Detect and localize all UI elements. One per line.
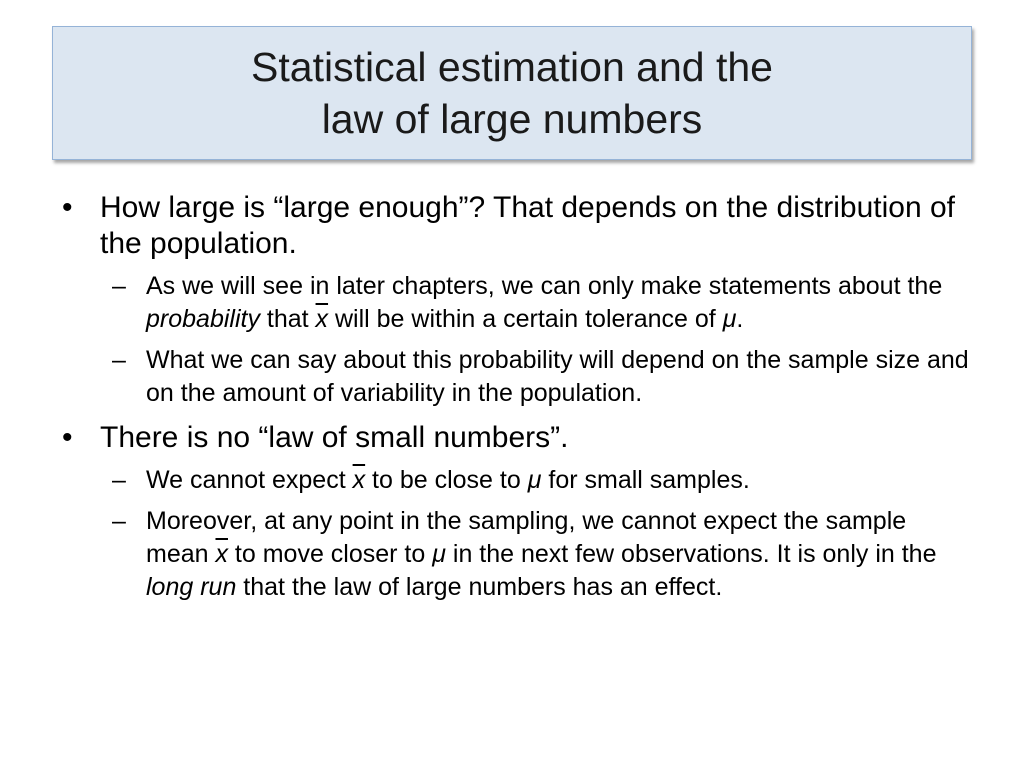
- sub-bullet-text-part: will be within a certain tolerance of: [328, 305, 723, 333]
- dash-marker: –: [112, 346, 126, 374]
- mu-symbol: μ: [432, 540, 446, 568]
- sub-bullet-text-part: .: [736, 305, 744, 333]
- dash-marker: –: [112, 507, 126, 535]
- dash-marker: –: [112, 272, 126, 300]
- sub-bullet-item: [62, 270, 972, 336]
- x-bar-symbol: $\overline{x}$: [315, 305, 329, 333]
- dash-marker: –: [112, 466, 126, 494]
- sub-bullet-text-part: for small samples.: [541, 466, 750, 494]
- slide-body: [62, 190, 972, 612]
- sub-bullet-text-part: to be close to: [365, 466, 528, 494]
- mu-symbol: μ: [527, 466, 542, 494]
- sub-bullet-text-part: that the law of large numbers has an effect.: [236, 573, 723, 601]
- sub-bullet-text-part: Moreover, at any point in the sampling, we cannot expect the sample mean: [146, 507, 907, 568]
- sub-bullet-item: [62, 344, 972, 410]
- title-box: [52, 26, 972, 160]
- mu-symbol: μ: [722, 305, 737, 333]
- italic-text: probability: [146, 305, 260, 333]
- sub-bullet-item: [62, 464, 972, 497]
- sub-bullet-text-part: We cannot expect: [146, 466, 353, 494]
- sub-bullet-text: What we can say about this probability will depend on the sample size and on the amount of variability in the population.: [146, 346, 969, 407]
- bullet-item: [62, 190, 972, 262]
- x-bar-symbol: $\overline{x}$: [215, 540, 228, 568]
- sub-bullet-item: [62, 505, 972, 604]
- sub-bullet-text-part: to move closer to: [227, 540, 433, 568]
- italic-text: long run: [146, 573, 237, 601]
- x-bar-symbol: $\overline{x}$: [352, 466, 366, 494]
- sub-bullet-text-part: As we will see in later chapters, we can only make statements about the: [146, 272, 943, 300]
- bullet-text: How large is “large enough”? That depends on the distribution of the population.: [100, 191, 955, 260]
- sub-bullet-text-part: that: [259, 305, 316, 333]
- bullet-marker: •: [62, 421, 73, 454]
- slide-title-line-1: Statistical estimation and the: [251, 44, 773, 90]
- sub-bullet-text-part: in the next few observations. It is only in the: [445, 540, 937, 568]
- bullet-item: [62, 420, 972, 456]
- bullet-marker: •: [62, 191, 73, 224]
- slide-title-line-2: law of large numbers: [321, 96, 703, 142]
- bullet-text: There is no “law of small numbers”.: [100, 421, 569, 454]
